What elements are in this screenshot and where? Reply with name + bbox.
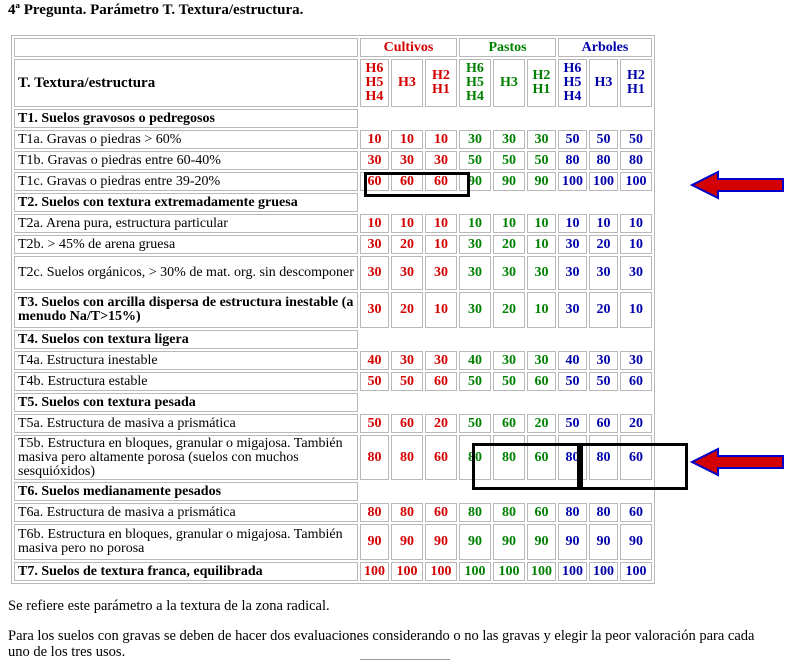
value-cell: 50 (459, 372, 491, 391)
table-row (14, 130, 652, 149)
row-label: T1c. Gravas o piedras entre 39-20% (14, 172, 358, 191)
group-header-row (14, 38, 652, 57)
value-cell: 40 (360, 351, 389, 370)
value-cell: 60 (391, 414, 423, 433)
value-cell: 100 (493, 562, 525, 581)
value-cell: 30 (620, 256, 652, 290)
table-row (14, 214, 652, 233)
table-row (14, 351, 652, 370)
arrow-left-icon (690, 447, 786, 477)
subheader-cell: H3 (493, 59, 525, 107)
value-cell: 100 (620, 172, 652, 191)
value-cell: 90 (360, 524, 389, 560)
value-cell: 30 (459, 292, 491, 328)
value-cell: 30 (558, 292, 587, 328)
value-cell: 10 (527, 292, 556, 328)
value-cell: 30 (360, 235, 389, 254)
row-label: T5a. Estructura de masiva a prismática (14, 414, 358, 433)
section-row (14, 482, 652, 501)
value-cell: 60 (493, 414, 525, 433)
value-cell: 80 (459, 435, 491, 480)
value-cell: 20 (620, 414, 652, 433)
section-row (14, 193, 652, 212)
value-cell: 10 (620, 214, 652, 233)
value-cell: 30 (620, 351, 652, 370)
value-cell: 30 (425, 351, 457, 370)
section-label: T1. Suelos gravosos o pedregosos (14, 109, 358, 128)
value-cell: 80 (360, 503, 389, 522)
value-cell: 80 (589, 503, 618, 522)
value-cell: 80 (493, 435, 525, 480)
value-cell: 50 (589, 372, 618, 391)
value-cell: 20 (391, 235, 423, 254)
table-row (14, 524, 652, 560)
table-row (14, 292, 652, 328)
value-cell: 10 (391, 130, 423, 149)
table-row (14, 256, 652, 290)
value-cell: 50 (558, 414, 587, 433)
value-cell: 30 (459, 235, 491, 254)
value-cell: 100 (589, 172, 618, 191)
section-row (14, 393, 652, 412)
value-cell: 50 (493, 151, 525, 170)
table-row (14, 562, 652, 581)
value-cell: 30 (527, 256, 556, 290)
value-cell: 30 (425, 256, 457, 290)
value-cell: 80 (391, 503, 423, 522)
value-cell: 90 (493, 524, 525, 560)
value-cell: 20 (425, 414, 457, 433)
value-cell: 90 (589, 524, 618, 560)
value-cell: 40 (459, 351, 491, 370)
value-cell: 60 (589, 414, 618, 433)
value-cell: 10 (558, 214, 587, 233)
value-cell: 10 (425, 235, 457, 254)
footnote-gravel-evaluation: Para los suelos con gravas se deben de hacer dos evaluaciones considerando o no las gravas y elegir la peor valoración para cada uno de los tres usos. (8, 628, 755, 660)
value-cell: 90 (391, 524, 423, 560)
value-cell: 30 (391, 351, 423, 370)
value-cell: 20 (391, 292, 423, 328)
value-cell: 10 (360, 214, 389, 233)
value-cell: 10 (391, 214, 423, 233)
value-cell: 50 (391, 372, 423, 391)
value-cell: 30 (558, 235, 587, 254)
value-cell: 20 (589, 292, 618, 328)
value-cell: 80 (558, 151, 587, 170)
value-cell: 30 (493, 256, 525, 290)
row-label: T2c. Suelos orgánicos, > 30% de mat. org. sin descomponer (14, 256, 358, 290)
value-cell: 80 (459, 503, 491, 522)
value-cell: 60 (527, 372, 556, 391)
table-row (14, 372, 652, 391)
value-cell: 60 (425, 172, 457, 191)
subheader-row (14, 59, 652, 107)
value-cell: 90 (425, 524, 457, 560)
value-cell: 60 (391, 172, 423, 191)
value-cell: 60 (360, 172, 389, 191)
value-cell: 60 (425, 435, 457, 480)
row-label: T4a. Estructura inestable (14, 351, 358, 370)
value-cell: 60 (620, 372, 652, 391)
value-cell: 20 (493, 235, 525, 254)
row-label: T1b. Gravas o piedras entre 60-40% (14, 151, 358, 170)
table-row (14, 172, 652, 191)
table-row (14, 435, 652, 480)
value-cell: 60 (527, 503, 556, 522)
value-cell: 90 (527, 524, 556, 560)
texture-table (11, 35, 655, 584)
subheader-cell: H6 H5 H4 (360, 59, 389, 107)
subheader-cell: H3 (589, 59, 618, 107)
value-cell: 10 (360, 130, 389, 149)
subheader-cell: H2 H1 (527, 59, 556, 107)
group-header-pastos: Pastos (459, 38, 556, 57)
row-label: T1a. Gravas o piedras > 60% (14, 130, 358, 149)
table-row (14, 235, 652, 254)
value-cell: 50 (360, 414, 389, 433)
table-row (14, 414, 652, 433)
value-cell: 100 (558, 562, 587, 581)
arrow-left-icon (690, 170, 786, 200)
value-cell: 50 (493, 372, 525, 391)
value-cell: 50 (527, 151, 556, 170)
value-cell: 30 (493, 351, 525, 370)
value-cell: 30 (360, 256, 389, 290)
section-row (14, 330, 652, 349)
section-label: T4. Suelos con textura ligera (14, 330, 358, 349)
value-cell: 10 (493, 214, 525, 233)
value-cell: 80 (558, 503, 587, 522)
value-cell: 20 (527, 414, 556, 433)
subheader-cell: H2 H1 (425, 59, 457, 107)
value-cell: 40 (558, 351, 587, 370)
value-cell: 50 (459, 414, 491, 433)
value-cell: 80 (493, 503, 525, 522)
value-cell: 100 (620, 562, 652, 581)
value-cell: 30 (589, 256, 618, 290)
value-cell: 100 (558, 172, 587, 191)
subheader-cell: H6 H5 H4 (558, 59, 587, 107)
section-label: T2. Suelos con textura extremadamente gruesa (14, 193, 358, 212)
value-cell: 50 (558, 372, 587, 391)
row-label: T6b. Estructura en bloques, granular o migajosa. También masiva pero no porosa (14, 524, 358, 560)
value-cell: 80 (360, 435, 389, 480)
value-cell: 10 (527, 214, 556, 233)
value-cell: 30 (558, 256, 587, 290)
value-cell: 30 (493, 130, 525, 149)
page-heading: 4ª Pregunta. Parámetro T. Textura/estructura. (8, 2, 304, 18)
subheader-cell: H3 (391, 59, 423, 107)
section-row (14, 109, 652, 128)
value-cell: 10 (589, 214, 618, 233)
value-cell: 90 (620, 524, 652, 560)
subheader-cell: H2 H1 (620, 59, 652, 107)
divider (360, 659, 450, 660)
value-cell: 90 (459, 172, 491, 191)
value-cell: 30 (360, 151, 389, 170)
value-cell: 10 (527, 235, 556, 254)
section-label: T5. Suelos con textura pesada (14, 393, 358, 412)
value-cell: 80 (589, 435, 618, 480)
value-cell: 30 (527, 351, 556, 370)
value-cell: 50 (459, 151, 491, 170)
section-label: T3. Suelos con arcilla dispersa de estructura inestable (a menudo Na/T>15%) (14, 292, 358, 328)
value-cell: 10 (620, 292, 652, 328)
empty-corner-cell (14, 38, 358, 57)
value-cell: 100 (360, 562, 389, 581)
value-cell: 100 (425, 562, 457, 581)
value-cell: 50 (589, 130, 618, 149)
value-cell: 60 (620, 503, 652, 522)
value-cell: 30 (425, 151, 457, 170)
subheader-cell: H6 H5 H4 (459, 59, 491, 107)
value-cell: 30 (589, 351, 618, 370)
value-cell: 90 (493, 172, 525, 191)
value-cell: 30 (360, 292, 389, 328)
table-row (14, 503, 652, 522)
row-label: T2a. Arena pura, estructura particular (14, 214, 358, 233)
value-cell: 10 (425, 292, 457, 328)
value-cell: 60 (425, 372, 457, 391)
value-cell: 100 (589, 562, 618, 581)
value-cell: 10 (459, 214, 491, 233)
section-label: T6. Suelos medianamente pesados (14, 482, 358, 501)
value-cell: 100 (459, 562, 491, 581)
value-cell: 50 (360, 372, 389, 391)
value-cell: 20 (589, 235, 618, 254)
value-cell: 30 (391, 256, 423, 290)
value-cell: 10 (620, 235, 652, 254)
value-cell: 60 (620, 435, 652, 480)
section-label: T7. Suelos de textura franca, equilibrada (14, 562, 358, 581)
value-cell: 10 (425, 214, 457, 233)
row-label: T2b. > 45% de arena gruesa (14, 235, 358, 254)
value-cell: 80 (589, 151, 618, 170)
value-cell: 30 (459, 130, 491, 149)
value-cell: 90 (527, 172, 556, 191)
value-cell: 20 (493, 292, 525, 328)
value-cell: 80 (558, 435, 587, 480)
row-header-label: T. Textura/estructura (14, 59, 358, 107)
value-cell: 100 (391, 562, 423, 581)
value-cell: 50 (558, 130, 587, 149)
value-cell: 90 (459, 524, 491, 560)
value-cell: 50 (620, 130, 652, 149)
table-row (14, 151, 652, 170)
value-cell: 90 (558, 524, 587, 560)
value-cell: 80 (620, 151, 652, 170)
row-label: T6a. Estructura de masiva a prismática (14, 503, 358, 522)
value-cell: 100 (527, 562, 556, 581)
value-cell: 10 (425, 130, 457, 149)
value-cell: 60 (425, 503, 457, 522)
value-cell: 30 (459, 256, 491, 290)
group-header-cultivos: Cultivos (360, 38, 457, 57)
row-label: T5b. Estructura en bloques, granular o migajosa. También masiva pero altamente porosa (suelos con muchos sesquióxidos) (14, 435, 358, 480)
footnote-radical-zone: Se refiere este parámetro a la textura de la zona radical. (8, 598, 330, 614)
value-cell: 80 (391, 435, 423, 480)
group-header-arboles: Arboles (558, 38, 652, 57)
value-cell: 60 (527, 435, 556, 480)
value-cell: 30 (391, 151, 423, 170)
row-label: T4b. Estructura estable (14, 372, 358, 391)
value-cell: 30 (527, 130, 556, 149)
